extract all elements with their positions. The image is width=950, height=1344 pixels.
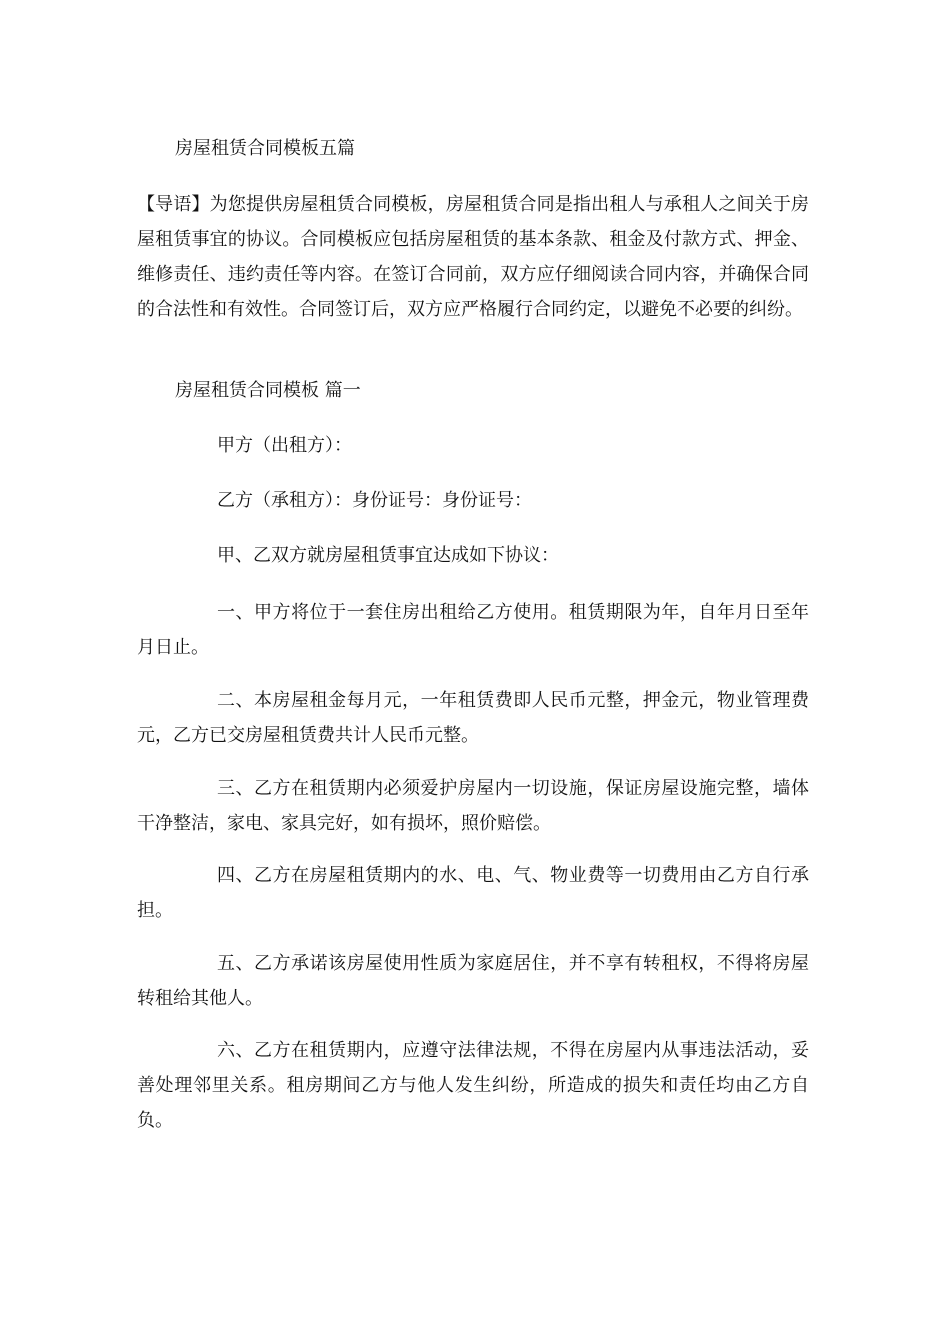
- document-title: 房屋租赁合同模板五篇: [175, 138, 355, 159]
- clause-4: 四、乙方在房屋租赁期内的水、电、气、物业费等一切费用由乙方自行承担。: [137, 865, 809, 921]
- clause-2: 二、本房屋租金每月元，一年租赁费即人民币元整，押金元，物业管理费元，乙方已交房屋租赁费共计人民币元整。: [137, 690, 809, 746]
- clause-6: 六、乙方在租赁期内，应遵守法律法规，不得在房屋内从事违法活动，妥善处理邻里关系。租房期间乙方与他人发生纠纷，所造成的损失和责任均由乙方自负。: [137, 1040, 809, 1131]
- intro-paragraph: 【导语】为您提供房屋租赁合同模板，房屋租赁合同是指出租人与承租人之间关于房屋租赁事宜的协议。合同模板应包括房屋租赁的基本条款、租金及付款方式、押金、维修责任、违约责任等内容。在签订合同前，双方应仔细阅读合同内容，并确保合同的合法性和有效性。合同签订后，双方应严格履行合同约定，以避免不必要的纠纷。: [137, 194, 809, 320]
- agreement-line: 甲、乙双方就房屋租赁事宜达成如下协议：: [217, 545, 559, 566]
- party-b-line: 乙方（承租方）：身份证号：身份证号：: [217, 490, 532, 511]
- clause-3: 三、乙方在租赁期内必须爱护房屋内一切设施，保证房屋设施完整，墙体干净整洁，家电、家具完好，如有损坏，照价赔偿。: [137, 778, 809, 834]
- section-title: 房屋租赁合同模板 篇一: [175, 380, 361, 401]
- clause-1: 一、甲方将位于一套住房出租给乙方使用。租赁期限为年，自年月日至年月日止。: [137, 602, 809, 658]
- clause-5: 五、乙方承诺该房屋使用性质为家庭居住，并不享有转租权，不得将房屋转租给其他人。: [137, 953, 809, 1009]
- party-a-line: 甲方（出租方）：: [217, 435, 352, 456]
